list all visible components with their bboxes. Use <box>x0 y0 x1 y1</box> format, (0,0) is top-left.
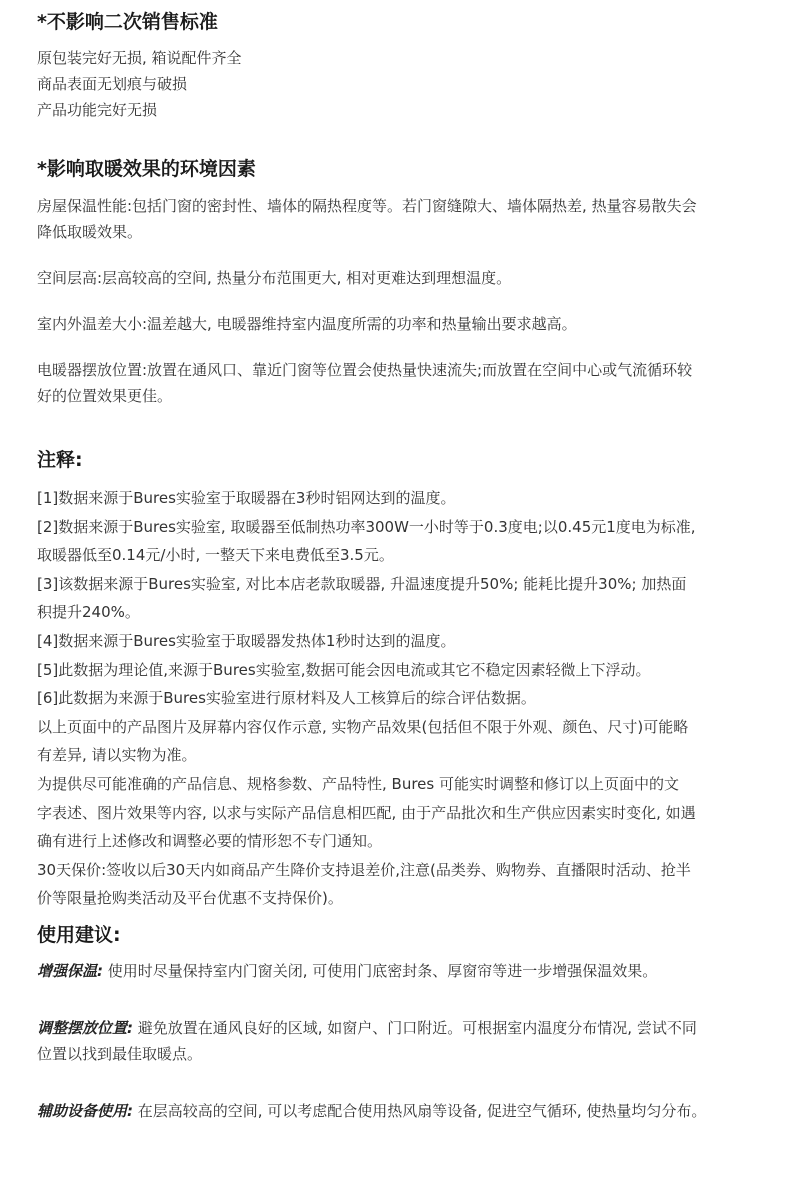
notes-list <box>37 484 774 913</box>
usage-label: 调整摆放位置: <box>37 1018 133 1037</box>
notes-title: 注释: <box>37 449 83 471</box>
usage-text: 避免放置在通风良好的区域, 如窗户、门口附近。可根据室内温度分布情况, 尝试不同 <box>133 1018 697 1037</box>
usage-item <box>37 1098 774 1124</box>
usage-text: 在层高较高的空间, 可以考虑配合使用热风扇等设备, 促进空气循环, 使热量均匀分布。 <box>133 1101 707 1120</box>
resale-standard-line: 原包装完好无损, 箱说配件齐全 <box>37 49 242 67</box>
resale-standard-line: 产品功能完好无损 <box>37 101 158 119</box>
factor-paragraph <box>37 193 774 245</box>
note-line: 有差异, 请以实物为准。 <box>37 746 197 765</box>
factor-line: 室内外温差大小:温差越大, 电暖器维持室内温度所需的功率和热量输出要求越高。 <box>37 315 577 333</box>
usage-line <box>37 1015 774 1041</box>
usage-line: 位置以找到最佳取暖点。 <box>37 1044 203 1063</box>
factor-paragraph <box>37 311 774 337</box>
usage-section <box>37 922 774 1124</box>
note-line: 30天保价:签收以后30天内如商品产生降价支持退差价,注意(品类券、购物券、直播限时活动、抢半 <box>37 860 691 879</box>
heating-factors-section <box>37 156 774 409</box>
factor-line: 房屋保温性能:包括门窗的密封性、墙体的隔热程度等。若门窗缝隙大、墙体隔热差, 热量容易散失会 <box>37 197 697 215</box>
factor-line: 好的位置效果更佳。 <box>37 387 173 405</box>
note-line: 价等限量抢购类活动及平台优惠不支持保价)。 <box>37 889 343 908</box>
usage-list <box>37 958 774 1124</box>
factor-line: 降低取暖效果。 <box>37 223 143 241</box>
note-line: [2]数据来源于Bures实验室, 取暖器至低制热功率300W一小时等于0.3度电;以0.45元1度电为标准, <box>37 517 696 536</box>
resale-standard-title: *不影响二次销售标准 <box>37 11 218 33</box>
usage-line <box>37 1098 774 1124</box>
note-line: 为提供尽可能准确的产品信息、规格参数、产品特性, Bures 可能实时调整和修订以上页面中的文 <box>37 774 679 793</box>
resale-standard-section <box>37 0 774 123</box>
heating-factors-list <box>37 193 774 409</box>
note-line: 积提升240%。 <box>37 603 140 622</box>
heating-factors-title: *影响取暖效果的环境因素 <box>37 158 256 180</box>
resale-standard-line: 商品表面无划痕与破损 <box>37 75 188 93</box>
factor-paragraph <box>37 265 774 291</box>
usage-item <box>37 958 774 984</box>
usage-line <box>37 958 774 984</box>
note-line: 取暖器低至0.14元/小时, 一整天下来电费低至3.5元。 <box>37 546 394 565</box>
note-line: [4]数据来源于Bures实验室于取暖器发热体1秒时达到的温度。 <box>37 631 456 650</box>
resale-standard-list <box>37 45 774 123</box>
note-line: 字表述、图片效果等内容, 以求与实际产品信息相匹配, 由于产品批次和生产供应因素实时变化, 如遇 <box>37 803 696 822</box>
usage-title: 使用建议: <box>37 923 121 946</box>
usage-text: 使用时尽量保持室内门窗关闭, 可使用门底密封条、厚窗帘等进一步增强保温效果。 <box>103 961 658 980</box>
note-line: [1]数据来源于Bures实验室于取暖器在3秒时铝网达到的温度。 <box>37 489 456 507</box>
factor-line: 空间层高:层高较高的空间, 热量分布范围更大, 相对更难达到理想温度。 <box>37 269 512 287</box>
factor-line: 电暖器摆放位置:放置在通风口、靠近门窗等位置会使热量快速流失;而放置在空间中心或气流循环较 <box>37 361 693 379</box>
note-line: [5]此数据为理论值,来源于Bures实验室,数据可能会因电流或其它不稳定因素轻微上下浮动。 <box>37 660 651 679</box>
note-line: [6]此数据为来源于Bures实验室进行原材料及人工核算后的综合评估数据。 <box>37 689 536 708</box>
factor-paragraph <box>37 357 774 409</box>
note-line: 确有进行上述修改和调整必要的情形恕不专门通知。 <box>37 832 383 851</box>
usage-label: 辅助设备使用: <box>37 1101 133 1120</box>
notes-section <box>37 447 774 913</box>
note-line: [3]该数据来源于Bures实验室, 对比本店老款取暖器, 升温速度提升50%; 能耗比提升30%; 加热面 <box>37 574 687 593</box>
note-line: 以上页面中的产品图片及屏幕内容仅作示意, 实物产品效果(包括但不限于外观、颜色、尺寸)可能略 <box>37 717 689 736</box>
usage-label: 增强保温: <box>37 961 103 980</box>
usage-item <box>37 1015 774 1067</box>
